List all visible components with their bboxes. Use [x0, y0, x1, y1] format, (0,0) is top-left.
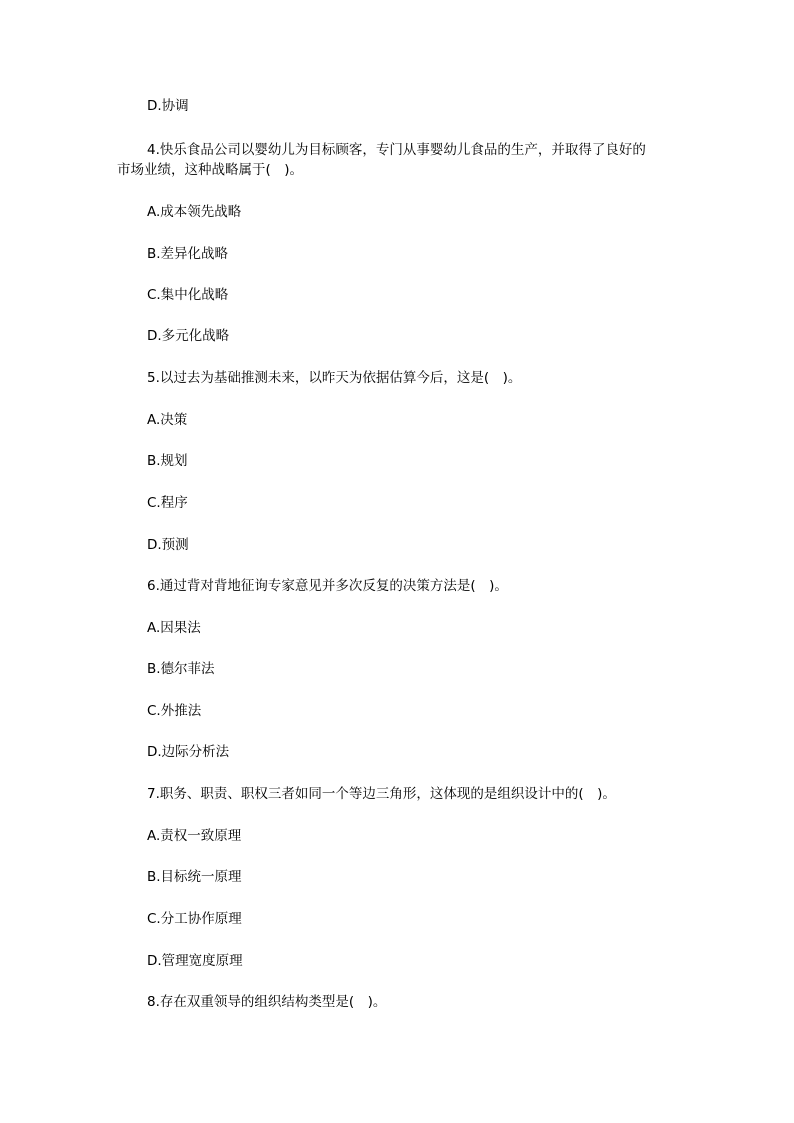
question-4-line-2: 市场业绩，这种战略属于( )。	[117, 162, 304, 178]
option-d-q5: D.预测	[147, 537, 189, 553]
option-b-q5: B.规划	[147, 453, 188, 469]
option-c-q7: C.分工协作原理	[147, 911, 242, 927]
option-b-q7: B.目标统一原理	[147, 869, 242, 885]
option-d-q4: D.多元化战略	[147, 328, 230, 344]
option-d-q7: D.管理宽度原理	[147, 953, 243, 969]
option-b-q4: B.差异化战略	[147, 246, 229, 262]
option-a-q6: A.因果法	[147, 620, 201, 636]
option-c-q5: C.程序	[147, 495, 188, 511]
option-a-q7: A.责权一致原理	[147, 828, 242, 844]
option-d-q3: D.协调	[147, 98, 189, 114]
option-d-q6: D.边际分析法	[147, 744, 230, 760]
question-4-line-1: 4.快乐食品公司以婴幼儿为目标顾客，专门从事婴幼儿食品的生产，并取得了良好的	[147, 142, 646, 158]
option-a-q5: A.决策	[147, 412, 188, 428]
option-b-q6: B.德尔菲法	[147, 661, 215, 677]
question-8: 8.存在双重领导的组织结构类型是( )。	[147, 994, 387, 1010]
question-6: 6.通过背对背地征询专家意见并多次反复的决策方法是( )。	[147, 578, 508, 594]
question-7: 7.职务、职责、职权三者如同一个等边三角形，这体现的是组织设计中的( )。	[147, 786, 616, 802]
option-c-q6: C.外推法	[147, 703, 202, 719]
option-a-q4: A.成本领先战略	[147, 204, 242, 220]
question-5: 5.以过去为基础推测未来，以昨天为依据估算今后，这是( )。	[147, 370, 522, 386]
option-c-q4: C.集中化战略	[147, 287, 229, 303]
